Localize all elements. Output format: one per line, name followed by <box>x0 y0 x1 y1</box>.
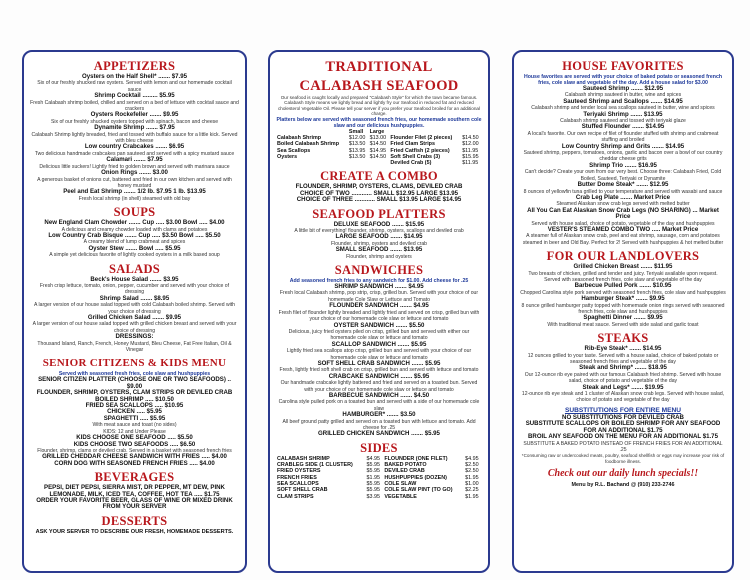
table-cell: Sea Scallops <box>277 147 311 154</box>
desserts-heading: DESSERTS <box>101 513 168 528</box>
menu-item: Spaghetti Dinner ....... $9.95 <box>583 314 663 322</box>
table-cell: Calabash Shrimp <box>277 134 322 141</box>
combo-heading: CREATE A COMBO <box>320 169 438 184</box>
steaks-list <box>520 346 726 404</box>
table-cell: Flounder Filet (2 pieces) <box>390 134 453 141</box>
table-cell: $14.95 <box>369 147 387 154</box>
menu-item: VESTER'S STEAMED COMBO TWO ..... Market Price <box>547 225 699 233</box>
table-row <box>276 494 482 500</box>
senior-tagline: Served with seasoned fresh fries, cole slaw and hushpuppies <box>58 371 211 378</box>
table-cell: $14.50 <box>462 134 479 141</box>
menu-item: Teriyaki Shrimp ....... $13.95 <box>583 110 663 118</box>
table-cell: VEGETABLE <box>384 493 417 500</box>
menu-item: OYSTER SANDWICH ....... $5.50 <box>333 321 425 329</box>
table-cell: $4.95 <box>366 455 381 462</box>
menu-item-description: 8 ounce grilled hamburger patty topped with homemade onion rings served with seasoned french fries, cole slaw and hushpuppies <box>521 302 725 315</box>
salads-heading: SALADS <box>108 261 161 276</box>
menu-item: Shrimp Cocktail ......... $5.95 <box>94 92 175 100</box>
menu-item-description: With traditional meat sauce. Served with side salad and garlic toast <box>547 321 699 328</box>
table-cell: $4.95 <box>465 455 479 462</box>
menu-item-description: Fresh local Calabash shrimp, pop strip, crisp, grilled bun. Served with your choice of our homemade Cole Slaw or Lettuce and Tomato <box>279 290 479 303</box>
table-cell: Soft Shell Crabs (3) <box>390 153 441 160</box>
beverages-heading: BEVERAGES <box>94 470 175 485</box>
menu-item: Sauteed Shrimp ....... $12.95 <box>582 85 664 92</box>
menu-item-description: Fresh Calabash shrimp boiled, chilled and served on a bed of lettuce with cocktail sauce and crackers <box>30 99 239 113</box>
landlovers-list <box>520 264 726 328</box>
house-favorites-list <box>520 86 726 246</box>
menu-item: Calamari ....... $7.95 <box>106 156 163 164</box>
menu-item-description: Calabash Shrimp lightly breaded, fried and tossed with buffalo sauce for a little kick. Served with bleu cheese <box>31 131 238 145</box>
header-cell: Small <box>348 128 364 135</box>
sandwiches-list <box>276 284 482 438</box>
left-menu-panel <box>22 50 247 573</box>
menu-item-description: Our 12-ounce rib eye paired with our famous Calabash fried shrimp. Served with house salad, choice of potato and vegetable of the day <box>524 371 722 385</box>
menu-item: Crab Leg Plate ....... Market Price <box>575 193 671 201</box>
substitutions-heading: SUBSTITUTIONS FOR ENTIRE MENU <box>564 406 682 414</box>
table-cell: Boiled Calabash Shrimp <box>277 141 340 148</box>
table-cell: $13.95 <box>348 147 366 154</box>
menu-item-description: 8 ounces of yellowfin tuna grilled to your temperature and served with wasabi and sauce <box>523 188 723 195</box>
table-cell: $5.95 <box>366 462 381 469</box>
menu-item: Oysters on the Half Shell* ....... $7.95 <box>82 73 187 80</box>
menu-item-description: 12-ounce rib eye steak and 1 cluster of Alaskan snow crab legs. Served with house salad, choice of potato and vegetable of the day <box>521 391 725 404</box>
menu-item-description: Two breasts of chicken, grilled and tender and juicy. Teriyaki available upon request. Served with seasoned french fries, cole slaw and vegetable of the day <box>528 270 718 283</box>
menu-item: Stuffed Flounder ....... $14.95 <box>581 123 665 131</box>
table-cell: $3.95 <box>366 493 381 500</box>
menu-item-description: Chopped Carolina style pork served with seasoned french fries, cole slaw and hushpuppies <box>520 289 726 296</box>
senior-kids-heading: SENIOR CITIZENS & KIDS MENU <box>42 357 227 370</box>
table-cell: $12.00 <box>462 141 479 148</box>
table-cell: FLOUNDER (ONE FILET) <box>384 455 448 462</box>
menu-item: Low Country Crab Bisque ....... Cup ..... $3.50 Bowl ..... $5.50 <box>48 231 221 239</box>
menu-item-description: Fresh crisp lettuce, tomato, onion, pepper, cucumber and served with your choice of dressing <box>39 282 230 296</box>
menu-item-description: A larger version of our house salad topped with grilled chicken breast and served with your choice of dressing <box>32 321 237 334</box>
menu-item: BARBECUE SANDWICH ....... $4.50 <box>328 391 430 399</box>
menu-item: Oyster Stew ....... Bowl ..... $5.95 <box>88 244 181 252</box>
table-cell: $13.50 <box>348 141 366 148</box>
menu-item: New England Clam Chowder ....... Cup ..... $3.00 Bowl ..... $4.00 <box>44 219 225 227</box>
table-cell: CALABASH SHRIMP <box>277 455 330 462</box>
menu-item: Low Country Shrimp and Grits ....... $14.95 <box>561 142 685 150</box>
menu-item: KIDS CHOOSE ONE SEAFOOD ..... $5.50 <box>76 434 193 442</box>
table-cell: HUSHPUPPIES (DOZEN) <box>384 474 447 481</box>
menu-item: Low country Crabcakes ....... $6.95 <box>84 143 185 151</box>
seafood-platters-heading: SEAFOOD PLATTERS <box>312 206 446 221</box>
menu-item: Peel and Eat Shrimp ....... 1/2 lb. $7.95 1 lb. $13.95 <box>63 188 206 196</box>
menu-item: DELUXE SEAFOOD ....... $15.95 <box>333 220 425 228</box>
menu-item: Beck's House Salad ....... $3.95 <box>90 275 179 283</box>
menu-item-description: Lightly fried sea scallops atop crisp, grilled bun and served with your choice of our homemade cole slaw or lettuce and tomato <box>286 348 472 361</box>
menu-item-description: KIDS: 12 and Under Please <box>103 428 166 435</box>
menu-item: GRILLED CHICKEN SANDWICH ....... $5.95 <box>318 430 440 438</box>
menu-item-description: Two delicious handmade crabcakes pan sauteed and served with a spicy mustard sauce <box>34 150 235 157</box>
platters-tagline: Platters below are served with seasoned french fries, our homemade southern cole slaw and our delicious hushpuppies. <box>276 116 482 129</box>
menu-item-description: A delicious and creamy chowder loaded with clams and potatoes <box>61 226 208 233</box>
right-menu-panel <box>512 50 734 573</box>
table-cell: $12.00 <box>348 134 366 141</box>
menu-item: FLOUNDER SANDWICH ....... $4.95 <box>329 302 429 310</box>
table-cell: $5.95 <box>366 481 381 487</box>
menu-item-description: A generous basket of onions cut, battered and fried in our own kitchen and served with honey mustard <box>37 176 232 189</box>
menu-item-description: SUBSTITUTE A BAKED POTATO INSTEAD OF FRENCH FRIES FOR AN ADDITIONAL .25 <box>523 440 723 453</box>
table-cell: SEA SCALLOPS <box>277 481 319 487</box>
menu-item: CHOICE OF THREE ............ SMALL $13.95 LARGE $14.95 <box>296 196 462 204</box>
table-cell: $11.95 <box>462 160 479 167</box>
menu-item: Shrimp Trio ....... $16.95 <box>589 161 657 169</box>
traditional-heading: TRADITIONAL <box>325 59 433 75</box>
table-cell: $13.50 <box>348 153 366 160</box>
menu-item-description: Flounder, shrimp and oysters <box>346 253 412 260</box>
menu-item: Grilled Chicken Breast ....... $11.95 <box>573 263 673 271</box>
consume-warning: *Consuming raw or undercooked meats, poultry, seafood shellfish or eggs may increase your risk of foodborne illness. <box>521 453 725 464</box>
menu-item-description: Carolina style pulled pork on a toasted bun and served with a side of our homemade cole slaw <box>278 399 480 412</box>
table-cell: Fried Clam Strips <box>390 141 435 148</box>
menu-item-description: Flounder, shrimp, oysters and deviled crab <box>331 240 427 247</box>
menu-item: Steak and Shrimp* ....... $18.95 <box>579 364 667 372</box>
table-cell: FRENCH FRIES <box>277 474 317 481</box>
table-cell: $13.00 <box>369 134 387 141</box>
menu-item: PEPSI, DIET PEPSI, SIERRA MIST, DR PEPPER, MT DEW, PINK LEMONADE, MILK, ICED TEA, COFFEE, HOT TEA ..... $1.75 <box>44 484 225 498</box>
table-cell: $14.50 <box>369 141 387 148</box>
table-cell: COLE SLAW PINT (TO GO) <box>384 487 453 494</box>
menu-credit: Menu by R.L. Bachand @ (910) 233-2746 <box>571 482 675 489</box>
menu-item: CRABCAKE SANDWICH ....... $5.95 <box>328 372 430 380</box>
menu-item-description: With meat sauce and toast (no sides) <box>92 422 177 429</box>
menu-item: SMALL SEAFOOD ....... $13.95 <box>335 246 423 254</box>
steaks-heading: STEAKS <box>597 331 649 346</box>
menu-item-description: Our handmade crabcake lightly battered and fried and served on a toasted bun. Served with your choice of our homemade cole slaw or lettuce and tomato <box>280 380 478 393</box>
menu-item: BOILED SHRIMP ..... $10.50 <box>95 395 174 403</box>
menu-item: Rib-Eye Steak* ....... $14.95 <box>584 345 662 353</box>
salads-list <box>30 277 239 354</box>
table-cell: $1.95 <box>465 493 479 500</box>
menu-item: KIDS CHOOSE TWO SEAFOODS ..... $6.50 <box>73 440 196 448</box>
menu-item-description: A local's favorite. Our own recipe of filet of flounder stuffed with shrimp and crabmeat stuffing and broiled <box>527 130 719 144</box>
menu-item: All You Can Eat Alaskan Snow Crab Legs (NO SHARING) ... Market Price <box>527 206 719 221</box>
sandwiches-tagline: Add seasoned french fries to any sandwich for $1.00. Add cheese for .25 <box>289 278 469 285</box>
table-cell <box>348 160 369 166</box>
platters-table <box>276 129 482 167</box>
desserts-note: ASK YOUR SERVER TO DESCRIBE OUR FRESH, HOMEMADE DESSERTS. <box>35 528 234 535</box>
menu-item: Oysters Rockefeller ....... $9.95 <box>90 111 179 119</box>
table-cell: $2.50 <box>465 462 479 469</box>
table-cell: Oysters <box>277 153 298 160</box>
table-cell: $1.95 <box>366 474 381 481</box>
menu-item: SOFT SHELL CRAB SANDWICH ....... $5.95 <box>317 359 441 367</box>
platters-body <box>276 135 482 166</box>
menu-item-description: Calabash shrimp and tender local sea scallops sauteed in butter, wine and spices <box>531 105 715 112</box>
sides-body <box>276 456 482 500</box>
table-cell: Fried Catfish (2 pieces) <box>390 147 450 154</box>
combo-list <box>276 184 482 203</box>
table-cell: $11.95 <box>462 147 479 154</box>
menu-item-description: A steamer full of Alaskan snow crab, peel and eat shrimp, sausage, corn and potatoes steamed in beer and Old Bay. Perfect for 2! Served with hushpuppies & hot melted butter <box>522 233 724 246</box>
menu-item-description: Sauteed shrimp, peppers, tomatoes, onions, garlic and bacon over a bowl of our country cheddar cheese grits <box>523 150 723 163</box>
substitutions-list <box>520 415 726 453</box>
header-cell: Large <box>369 128 385 135</box>
menu-item: DRESSINGS: <box>115 333 154 341</box>
menu-item-description: Delicious little suckers! Lightly fried to golden brown and served with marinara sauce <box>39 163 230 170</box>
house-favorites-heading: HOUSE FAVORITES <box>562 59 684 73</box>
menu-item: SUBSTITUTE SCALLOPS OR BOILED SHRIMP FOR ANY SEAFOOD FOR AN ADDITIONAL $1.75 <box>525 420 721 434</box>
sides-table <box>276 456 482 500</box>
menu-item-description: Fresh local shrimp (in shell) steamed with old bay <box>78 195 191 202</box>
appetizers-heading: APPETIZERS <box>93 59 176 73</box>
menu-item: Steak and Legs* ....... $19.95 <box>582 383 664 391</box>
menu-item-description: Served with house salad, choice of potato, vegetable of the day and hushpuppies <box>531 220 715 227</box>
table-cell: $1.95 <box>465 474 479 481</box>
menu-item: SPAGHETTI ..... $5.95 <box>103 414 166 422</box>
menu-item-description: A creamy blend of lump crabmeat and spices <box>83 239 186 246</box>
table-cell: $2.50 <box>465 468 479 475</box>
menu-item: ORDER YOUR FAVORITE BEER, GLASS OF WINE OR MIXED DRINK FROM YOUR SERVER <box>36 496 233 511</box>
table-cell: $14.50 <box>369 153 387 160</box>
table-cell: CLAM STRIPS <box>277 493 314 500</box>
table-row <box>276 487 482 493</box>
soups-list <box>30 220 239 258</box>
calabash-heading: CALABASH SEAFOOD <box>299 78 459 94</box>
table-cell: $5.95 <box>366 487 381 494</box>
senior-kids-list <box>30 377 239 467</box>
landlovers-heading: FOR OUR LANDLOVERS <box>546 249 700 264</box>
lunch-specials-promo: Check out our daily lunch specials!! <box>547 468 699 480</box>
menu-item-description: All beef ground patty grilled and served on a toasted bun with lettuce and tomato. Add cheese for .25 <box>282 418 476 431</box>
menu-item-description: A little bit of everything! flounder, shrimp, oysters, scallops and deviled crab <box>294 228 464 235</box>
menu-item-description: Calabash shrimp sauteed in butter, wine and spices <box>564 92 682 99</box>
soups-heading: SOUPS <box>113 205 156 220</box>
menu-item-description: 12 ounces grilled to your taste. Served with a house salad, choice of baked potato or seasoned french fries and vegetable of the day <box>527 352 719 366</box>
menu-item: CHOICE OF TWO ............ SMALL $12.95 LARGE $13.95 <box>299 189 459 197</box>
menu-item: CHICKEN ..... $5.95 <box>107 408 162 416</box>
table-cell: $5.95 <box>366 468 381 475</box>
menu-item-description: Fresh, lightly fried soft shell crab on crisp, grilled bun and served with lettuce and tomato <box>279 367 479 374</box>
middle-menu-panel <box>268 50 490 573</box>
table-cell: Deviled Crab (5) <box>390 160 432 167</box>
seafood-platters-list <box>276 222 482 260</box>
menu-item: Butter Dome Steak* ....... $12.95 <box>577 181 669 189</box>
menu-item: GRILLED CHEDDAR CHEESE SANDWICH WITH FRIES ..... $4.00 <box>42 453 227 461</box>
menu-item: NO SUBSTITUTIONS FOR DEVILED CRAB <box>562 413 684 421</box>
table-cell <box>369 160 390 166</box>
menu-item-description: Six of our freshly shucked raw oysters. Served with lemon and our homemade cocktail sauce <box>37 80 232 93</box>
menu-item: Onion Rings ....... $3.00 <box>101 169 168 177</box>
menu-item: FLOUNDER, SHRIMP, OYSTERS, CLAM STRIPS OR DEVILED CRAB <box>36 389 233 397</box>
menu-item: LARGE SEAFOOD ....... $14.95 <box>335 233 423 241</box>
menu-item: Grilled Chicken Salad ....... $9.95 <box>87 314 182 321</box>
menu-item: HAMBURGER* ....... $3.50 <box>342 411 416 419</box>
table-cell: $15.95 <box>462 153 479 160</box>
menu-item: Dynamite Shrimp ....... $7.95 <box>94 124 175 132</box>
menu-item: Hamburger Steak* ....... $9.95 <box>581 295 665 303</box>
sandwiches-heading: SANDWICHES <box>334 263 424 278</box>
menu-item-description: Delicious, juicy fried oysters piled on crisp, grilled bun and served with either our homemade cole slaw or lettuce and tomato <box>288 328 470 342</box>
menu-item: Sauteed Shrimp and Scallops ....... $14.95 <box>563 97 683 105</box>
beverages-list <box>30 485 239 511</box>
menu-item-description: Flounder, shrimp, clams or deviled crab. Served in a basket with seasoned french fries <box>37 447 232 454</box>
table-cell: CRABLEG SIDE (1 CLUSTER) <box>277 462 353 469</box>
calabash-intro: Our seafood is caught locally and prepared "Calabash Style" for which the town became famous. Calabash Style means we lightly bread and lightly fry our Seafood in reduced fat and reduced cholesterol Vegetable Oil. Please tell your server if you prefer your Seafood broiled for an additional charge. <box>278 95 480 117</box>
menu-item: SENIOR CITIZEN PLATTER (CHOOSE ONE OR TWO SEAFOODS) .. $9.00 <box>38 376 231 390</box>
menu-item-description: A larger version of our house salad topped with cold Calabash boiled shrimp. Served with your choice of dressing <box>33 302 236 315</box>
house-favorites-tagline: House favorites are served with your choice of baked potato or seasoned french fries, cole slaw and vegetable of the day. Add a house salad for $3.00 <box>523 74 723 86</box>
menu-item: Shrimp Salad ....... $8.95 <box>99 294 170 302</box>
table-cell: FRIED OYSTERS <box>277 468 321 475</box>
menu-item-description: Six of our freshly shucked oysters topped with spinach, bacon and cheese <box>50 118 219 125</box>
menu-item-description: Fresh filet of flounder lightly breaded and lightly fried and served on crisp, grilled bun with your choice of our homemade cole slaw or lettuce and tomato <box>278 309 480 323</box>
menu-item: FRIED SEA SCALLOPS ..... $10.95 <box>85 402 184 410</box>
menu-item: FLOUNDER, SHRIMP, OYSTERS, CLAMS, DEVILED CRAB <box>295 183 463 191</box>
table-cell <box>276 160 348 166</box>
table-row <box>276 160 482 166</box>
table-cell: BAKED POTATO <box>384 462 427 469</box>
table-cell: $2.25 <box>465 487 479 494</box>
menu-item: CORN DOG WITH SEASONED FRENCH FRIES ..... $4.00 <box>54 459 215 467</box>
menu-item-description: A simple yet delicious favorite of lightly cooked oysters in a milk based soup <box>49 252 220 259</box>
table-cell: SOFT SHELL CRAB <box>277 487 328 494</box>
table-cell: COLE SLAW <box>384 481 417 487</box>
menu-item-description: Steamed Alaskan snow crab legs served with melted butter <box>556 201 690 208</box>
menu-item: SCALLOP SANDWICH ....... $5.95 <box>331 340 427 348</box>
menu-item-description: Can't decide? Create your own from our very best. Choose three: Calabash Fried, Cold Boiled, Sauteed, Teriyaki or Dynamite <box>524 169 722 182</box>
sides-heading: SIDES <box>360 440 398 455</box>
appetizers-list <box>30 74 239 202</box>
menu-item: SHRIMP SANDWICH ....... $4.95 <box>334 283 424 291</box>
menu-item: BROIL ANY SEAFOOD ON THE MENU FOR AN ADDITIONAL $1.75 <box>528 433 718 441</box>
menu-item: Barbecue Pulled Pork ....... $10.95 <box>574 282 672 290</box>
table-cell: $1.00 <box>465 481 479 487</box>
table-cell: DEVILED CRAB <box>384 468 425 475</box>
menu-item-description: Calabash shrimp sauteed and tossed with teriyaki glaze <box>560 118 686 125</box>
menu-item-description: Thousand Island, Ranch, French, Honey Mustard, Bleu Cheese, Fat Free Italian, Oil & Vinegar <box>37 340 232 354</box>
